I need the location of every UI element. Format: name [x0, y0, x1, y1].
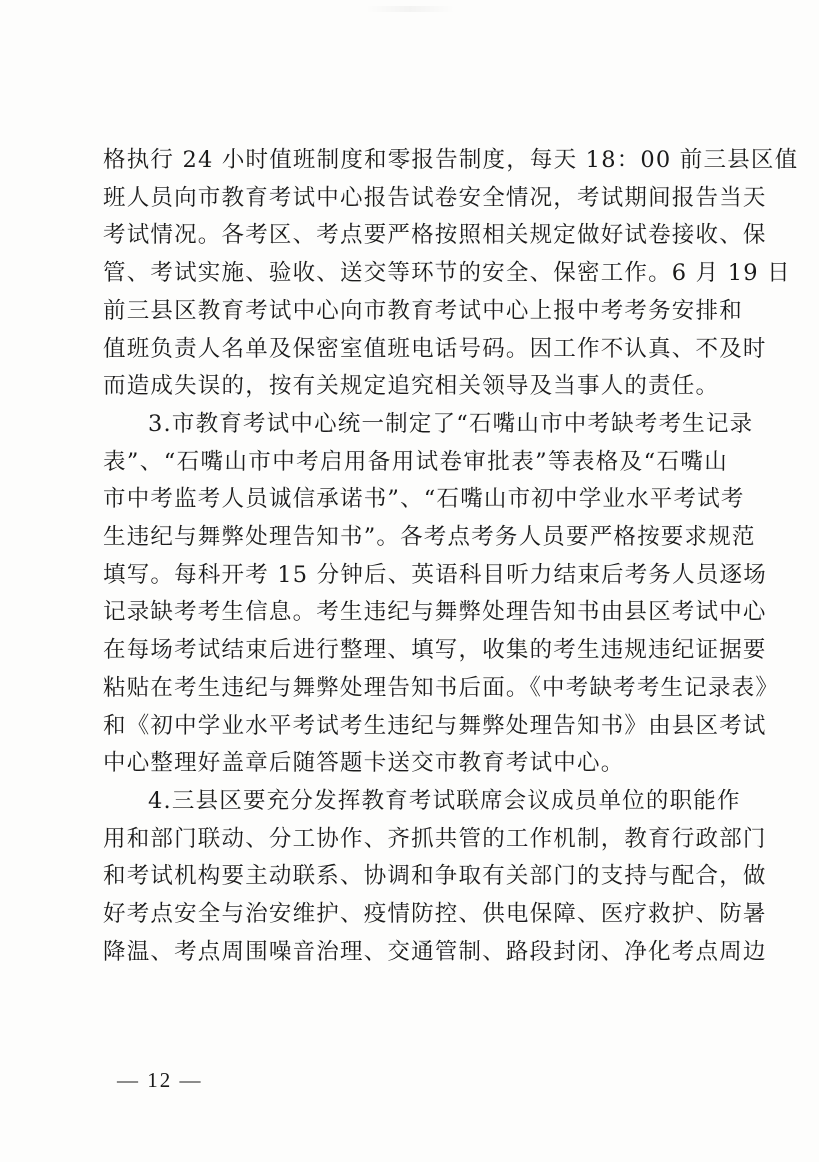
text-line: 和《初中学业水平考试考生违纪与舞弊处理告知书》由县区考试: [103, 712, 767, 739]
text-line: 填写。每科开考 15 分钟后、英语科目听力结束后考务人员逐场: [103, 561, 767, 588]
text-line: 和考试机构要主动联系、协调和争取有关部门的支持与配合，做: [103, 863, 767, 890]
text-line: 在每场考试结束后进行整理、填写，收集的考生违规违纪证据要: [103, 637, 767, 664]
text-line: 用和部门联动、分工协作、齐抓共管的工作机制，教育行政部门: [103, 825, 767, 852]
text-line: 3.市教育考试中心统一制定了“石嘴山市中考缺考考生记录: [148, 410, 754, 437]
text-line: 格执行 24 小时值班制度和零报告制度，每天 18：00 前三县区值: [103, 147, 799, 173]
text-line: 记录缺考考生信息。考生违纪与舞弊处理告知书由县区考试中心: [103, 599, 767, 626]
text-line: 前三县区教育考试中心向市教育考试中心上报中考考务安排和: [103, 297, 743, 324]
text-line: 好考点安全与治安维护、疫情防控、供电保障、医疗救护、防暑: [103, 901, 767, 928]
text-line: 生违纪与舞弊处理告知书”。各考点考务人员要严格按要求规范: [103, 524, 756, 551]
text-line: 班人员向市教育考试中心报告试卷安全情况，考试期间报告当天: [103, 184, 767, 211]
text-line: 降温、考点周围噪音治理、交通管制、路段封闭、净化考点周边: [103, 938, 767, 965]
text-line: 而造成失误的，按有关规定追究相关领导及当事人的责任。: [103, 373, 720, 400]
text-line: 粘贴在考生违纪与舞弊处理告知书后面。《中考缺考考生记录表》: [103, 674, 780, 701]
text-line: 市中考监考人员诚信承诺书”、“石嘴山市初中学业水平考试考: [103, 486, 745, 513]
text-line: 考试情况。各考区、考点要严格按照相关规定做好试卷接收、保: [103, 222, 767, 249]
text-line: 中心整理好盖章后随答题卡送交市教育考试中心。: [103, 750, 625, 777]
text-line: 表”、“石嘴山市中考启用备用试卷审批表”等表格及“石嘴山: [103, 448, 728, 475]
paragraph-3: [103, 783, 767, 972]
scan-mark: [365, 6, 455, 12]
paragraph-2: [103, 406, 780, 783]
page-number: — 12 —: [117, 1068, 203, 1092]
text-line: 4.三县区要充分发挥教育考试联席会议成员单位的职能作: [148, 787, 741, 814]
document-body: [103, 142, 799, 971]
text-line: 管、考试实施、验收、送交等环节的安全、保密工作。6 月 19 日: [103, 260, 791, 287]
paragraph-1: [103, 142, 799, 406]
text-line: 值班负责人名单及保密室值班电话号码。因工作不认真、不及时: [103, 335, 767, 362]
